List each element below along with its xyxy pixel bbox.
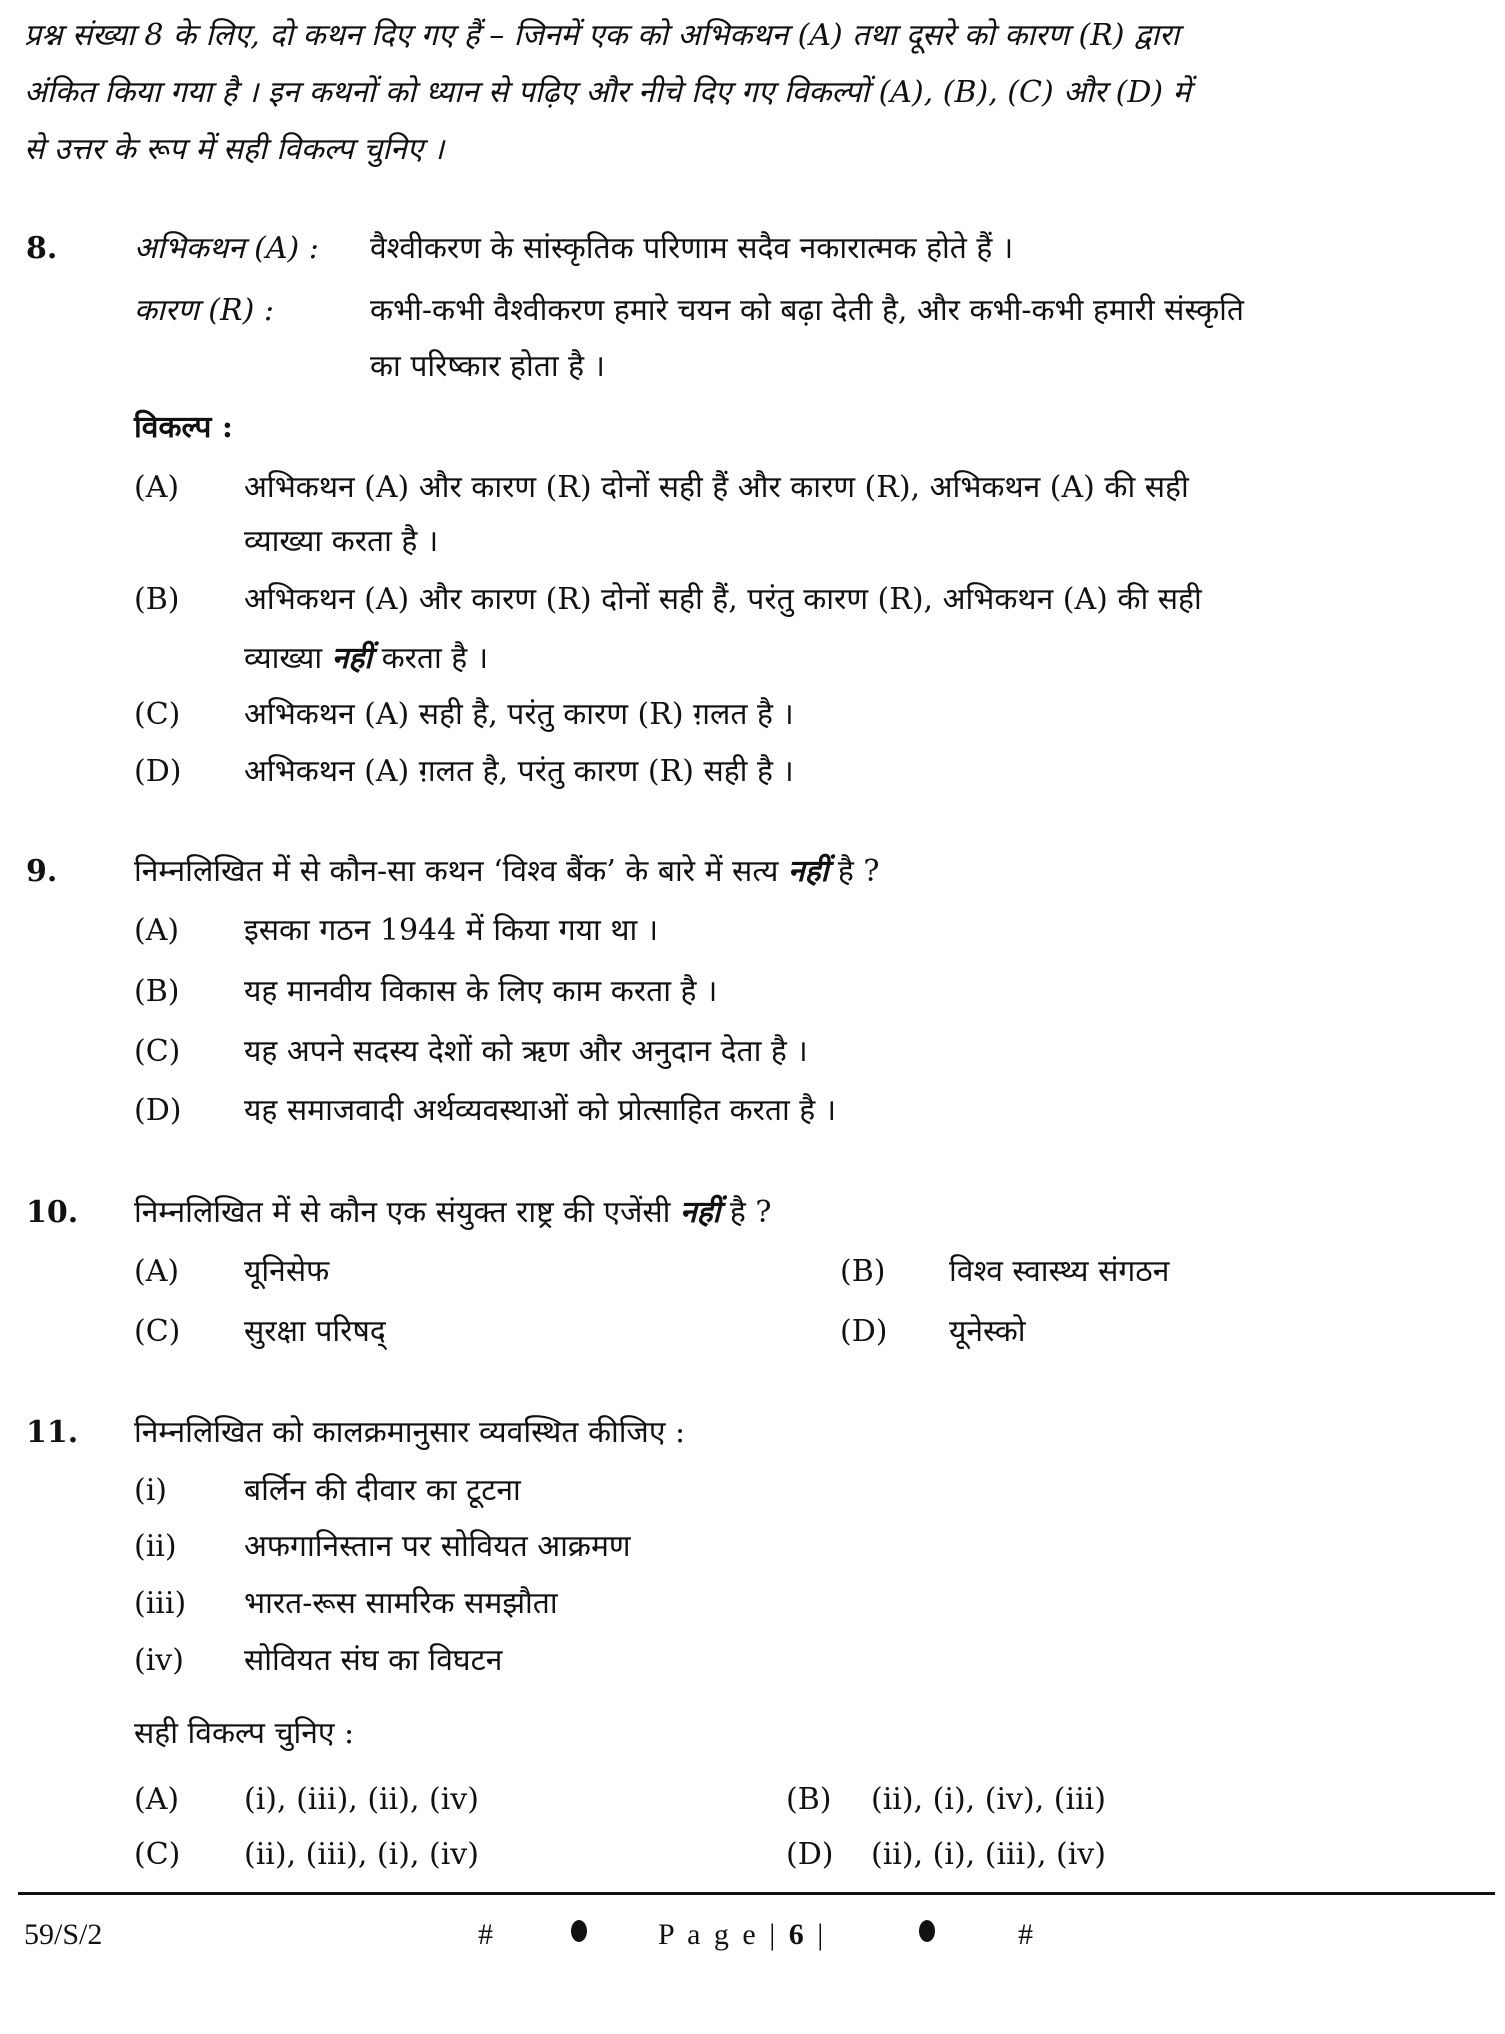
footer-divider (18, 1892, 1495, 1895)
option-text (244, 639, 488, 679)
item-text: अफगानिस्तान पर सोवियत आक्रमण (244, 1529, 631, 1564)
option-text: सुरक्षा परिषद् (244, 1314, 386, 1349)
paper-code: 59/S/2 (24, 1918, 103, 1951)
choose-prompt: सही विकल्प चुनिए : (134, 1716, 355, 1751)
page-text: P a g e | (658, 1918, 779, 1951)
option-label: (D) (134, 1093, 182, 1128)
question-number: 10. (26, 1195, 79, 1230)
page-bar: | (817, 1918, 827, 1951)
text: व्याख्या (244, 641, 332, 676)
options-heading: विकल्प : (134, 410, 233, 445)
page-number: 6 (788, 1918, 807, 1951)
option-label: (C) (134, 1837, 181, 1872)
item-text: भारत-रूस सामरिक समझौता (244, 1586, 558, 1621)
option-text: (ii), (i), (iii), (iv) (871, 1837, 1106, 1872)
option-label: (A) (134, 913, 180, 948)
option-text: यह मानवीय विकास के लिए काम करता है । (244, 974, 718, 1009)
text: निम्नलिखित में से कौन-सा कथन ‘विश्व बैंक’ के बारे में सत्य (134, 854, 788, 889)
option-label: (B) (840, 1254, 886, 1289)
option-text: यूनिसेफ (244, 1254, 330, 1289)
text: है ? (828, 854, 880, 889)
page-label (658, 1915, 826, 1955)
option-label: (D) (134, 754, 182, 789)
emphasis: नहीं (787, 854, 829, 889)
question-text (134, 1193, 771, 1233)
item-label: (iv) (134, 1643, 184, 1678)
option-text: अभिकथन (A) ग़लत है, परंतु कारण (R) सही है । (244, 754, 794, 789)
option-text: इसका गठन 1944 में किया गया था । (244, 913, 659, 948)
option-text: विश्व स्वास्थ्य संगठन (949, 1254, 1170, 1289)
hash-mark: # (478, 1918, 493, 1951)
option-label: (B) (786, 1782, 832, 1817)
option-label: (D) (840, 1314, 888, 1349)
assertion-label: अभिकथन (A) : (134, 231, 319, 266)
option-text: अभिकथन (A) और कारण (R) दोनों सही हैं, परंतु कारण (R), अभिकथन (A) की सही (244, 582, 1202, 617)
option-text: अभिकथन (A) सही है, परंतु कारण (R) ग़लत है । (244, 697, 794, 732)
item-label: (i) (134, 1473, 168, 1508)
item-text: बर्लिन की दीवार का टूटना (244, 1473, 521, 1508)
bullet-icon (571, 1920, 587, 1942)
option-label: (C) (134, 697, 181, 732)
option-text: (i), (iii), (ii), (iv) (244, 1782, 479, 1817)
hash-mark: # (1018, 1918, 1033, 1951)
option-text: यह अपने सदस्य देशों को ऋण और अनुदान देता है । (244, 1034, 808, 1069)
reason-text: का परिष्कार होता है । (370, 349, 605, 384)
question-number: 11. (26, 1415, 79, 1450)
emphasis: नहीं (331, 641, 373, 676)
option-text: (ii), (iii), (i), (iv) (244, 1837, 479, 1872)
option-text: (ii), (i), (iv), (iii) (871, 1782, 1106, 1817)
option-text: यह समाजवादी अर्थव्यवस्थाओं को प्रोत्साहित करता है । (244, 1093, 837, 1128)
option-label: (B) (134, 974, 180, 1009)
option-label: (A) (134, 1782, 180, 1817)
text: निम्नलिखित में से कौन एक संयुक्त राष्ट्र की एजेंसी (134, 1195, 680, 1230)
option-label: (B) (134, 582, 180, 617)
item-text: सोवियत संघ का विघटन (244, 1643, 503, 1678)
instructions-line: से उत्तर के रूप में सही विकल्प चुनिए । (24, 132, 445, 167)
option-text: अभिकथन (A) और कारण (R) दोनों सही हैं और कारण (R), अभिकथन (A) की सही (244, 470, 1189, 505)
text: है ? (720, 1195, 772, 1230)
emphasis: नहीं (679, 1195, 721, 1230)
option-label: (A) (134, 470, 180, 505)
option-text: व्याख्या करता है । (244, 524, 439, 559)
question-text: निम्नलिखित को कालक्रमानुसार व्यवस्थित कीजिए : (134, 1415, 686, 1450)
option-text: यूनेस्को (949, 1314, 1026, 1349)
question-number: 9. (26, 854, 58, 889)
instructions-line: अंकित किया गया है । इन कथनों को ध्यान से पढ़िए और नीचे दिए गए विकल्पों (A), (B), (C) और (D) में (24, 75, 1191, 110)
item-label: (iii) (134, 1586, 187, 1621)
instructions-line: प्रश्न संख्या 8 के लिए, दो कथन दिए गए हैं – जिनमें एक को अभिकथन (A) तथा दूसरे को कारण (R) द्वारा (24, 18, 1180, 53)
option-label: (C) (134, 1314, 181, 1349)
item-label: (ii) (134, 1529, 177, 1564)
option-label: (A) (134, 1254, 180, 1289)
question-text (134, 852, 879, 892)
question-number: 8. (26, 231, 58, 266)
bullet-icon (919, 1920, 935, 1942)
reason-label: कारण (R) : (134, 293, 274, 328)
option-label: (D) (786, 1837, 834, 1872)
assertion-text: वैश्वीकरण के सांस्कृतिक परिणाम सदैव नकारात्मक होते हैं । (370, 231, 1014, 266)
reason-text: कभी-कभी वैश्वीकरण हमारे चयन को बढ़ा देती है, और कभी-कभी हमारी संस्कृति (370, 293, 1245, 328)
text: करता है । (372, 641, 489, 676)
option-label: (C) (134, 1034, 181, 1069)
